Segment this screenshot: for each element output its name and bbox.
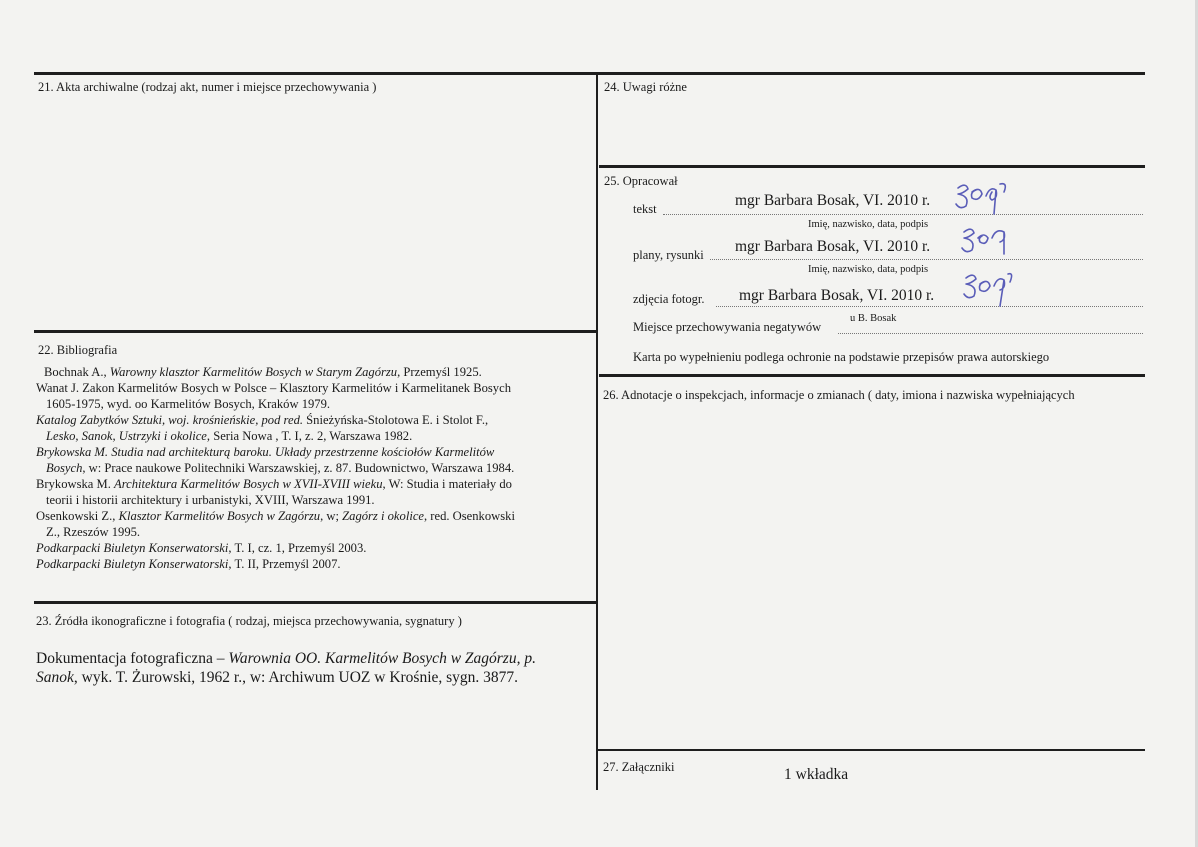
top-rule — [34, 72, 1145, 75]
rule-26-27 — [597, 749, 1145, 751]
bibliography-entry: Katalog Zabytków Sztuki, woj. krośnieńskie, pod red. Śnieżyńska-Stolotowa E. i Stolot F., Lesko, Sanok, Ustrzyki i okolice, Seria Nowa , T. I, z. 2, Warszawa 1982. — [36, 413, 489, 443]
center-vertical-rule — [596, 72, 598, 790]
section-27-label: 27. Załączniki — [603, 760, 675, 774]
plany-value: mgr Barbara Bosak, VI. 2010 r. — [735, 238, 931, 255]
signature-1 — [952, 180, 1012, 216]
zdjecia-field-line — [716, 306, 1143, 307]
section-21-label: 21. Akta archiwalne (rodzaj akt, numer i miejsce przechowywania ) — [38, 80, 377, 94]
rule-21-22 — [34, 330, 597, 333]
plany-label: plany, rysunki — [633, 248, 704, 262]
zdjecia-value: mgr Barbara Bosak, VI. 2010 r. — [739, 287, 935, 304]
bibliography-entry: Brykowska M. Architektura Karmelitów Bosych w XVII-XVIII wieku, W: Studia i materiały do teorii i historii architektury i urbanistyki, XVIII, Warszawa 1991. — [36, 477, 512, 507]
bibliography-entry: Bochnak A., Warowny klasztor Karmelitów Bosych w Starym Zagórzu, Przemyśl 1925. — [44, 365, 482, 379]
bibliography-entry: Podkarpacki Biuletyn Konserwatorski, T. I, cz. 1, Przemyśl 2003. — [36, 541, 367, 555]
tekst-value: mgr Barbara Bosak, VI. 2010 r. — [735, 192, 931, 209]
bibliography-entry: Wanat J. Zakon Karmelitów Bosych w Polsce – Klasztory Karmelitów i Karmelitanek Bosych 1605-1975, wyd. oo Karmelitów Bosych, Kraków 1979. — [36, 381, 511, 411]
negatywy-label: Miejsce przechowywania negatywów — [633, 320, 822, 334]
signature-hint-2: Imię, nazwisko, data, podpis — [808, 264, 929, 275]
negatywy-field-line — [838, 333, 1143, 334]
signature-hint-1: Imię, nazwisko, data, podpis — [808, 219, 929, 230]
plany-field-line — [710, 259, 1143, 260]
attachments-value: 1 wkładka — [784, 766, 849, 783]
bibliography-entry: Osenkowski Z., Klasztor Karmelitów Bosych w Zagórzu, w; Zagórz i okolice, red. Osenkowski Z., Rzeszów 1995. — [36, 509, 515, 539]
section-24-label: 24. Uwagi różne — [604, 80, 687, 94]
tekst-label: tekst — [633, 202, 657, 216]
rule-22-23 — [34, 601, 597, 604]
section-23-line-1: Dokumentacja fotograficzna – Warownia OO. Karmelitów Bosych w Zagórzu, p. — [36, 650, 536, 667]
bibliography-list — [36, 364, 592, 572]
copyright-note: Karta po wypełnieniu podlega ochronie na podstawie przepisów prawa autorskiego — [633, 350, 1050, 364]
signature-3 — [960, 270, 1020, 310]
section-26-label: 26. Adnotacje o inspekcjach, informacje o zmianach ( daty, imiona i nazwiska wypełniających — [603, 388, 1075, 402]
tekst-field-line — [663, 214, 1143, 215]
bibliography-entry: Podkarpacki Biuletyn Konserwatorski, T. II, Przemyśl 2007. — [36, 557, 341, 571]
rule-24-25 — [599, 165, 1145, 168]
negatywy-value: u B. Bosak — [850, 313, 897, 324]
zdjecia-label: zdjęcia fotogr. — [633, 292, 705, 306]
signature-2 — [958, 224, 1018, 260]
section-22-label: 22. Bibliografia — [38, 343, 118, 357]
section-23-label: 23. Źródła ikonograficzne i fotografia ( rodzaj, miejsca przechowywania, sygnatury ) — [36, 614, 462, 628]
section-25-label: 25. Opracował — [604, 174, 678, 188]
bibliography-entry: Brykowska M. Studia nad architekturą baroku. Układy przestrzenne kościołów Karmelitów Bosych, w: Prace naukowe Politechniki Warszawskiej, z. 87. Budownictwo, Warszawa 1984. — [36, 445, 515, 475]
section-23-line-2: Sanok, wyk. T. Żurowski, 1962 r., w: Archiwum UOZ w Krośnie, sygn. 3877. — [36, 669, 519, 686]
rule-25-26 — [599, 374, 1145, 377]
